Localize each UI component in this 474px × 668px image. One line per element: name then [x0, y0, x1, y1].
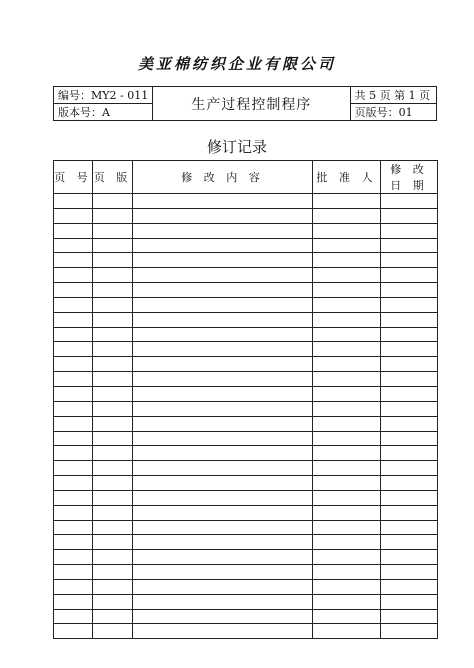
table-row	[54, 194, 438, 209]
cell-page-version	[93, 357, 133, 372]
cell-change-content	[133, 609, 313, 624]
table-row	[54, 416, 438, 431]
cell-page-number	[54, 461, 93, 476]
table-row	[54, 312, 438, 327]
cell-change-date	[381, 327, 438, 342]
cell-change-content	[133, 223, 313, 238]
cell-approver	[313, 268, 381, 283]
cell-approver	[313, 208, 381, 223]
cell-page-number	[54, 283, 93, 298]
cell-change-date	[381, 579, 438, 594]
cell-change-date	[381, 194, 438, 209]
table-row	[54, 461, 438, 476]
cell-approver	[313, 386, 381, 401]
cell-approver	[313, 535, 381, 550]
cell-page-version	[93, 490, 133, 505]
cell-change-content	[133, 386, 313, 401]
cell-page-version	[93, 579, 133, 594]
cell-approver	[313, 238, 381, 253]
cell-page-number	[54, 520, 93, 535]
cell-change-content	[133, 431, 313, 446]
cell-approver	[313, 223, 381, 238]
cell-change-content	[133, 520, 313, 535]
cell-change-date	[381, 624, 438, 639]
cell-page-number	[54, 490, 93, 505]
cell-change-date	[381, 253, 438, 268]
cell-approver	[313, 550, 381, 565]
cell-page-number	[54, 594, 93, 609]
table-row	[54, 386, 438, 401]
version-number: 版本号：A	[54, 104, 153, 121]
document-header-table	[53, 86, 437, 121]
cell-page-version	[93, 194, 133, 209]
cell-change-content	[133, 416, 313, 431]
cell-page-number	[54, 238, 93, 253]
column-header-approver: 批 准 人	[313, 161, 381, 194]
company-name: 美亚棉纺织企业有限公司	[137, 55, 336, 73]
cell-change-content	[133, 268, 313, 283]
cell-page-number	[54, 253, 93, 268]
cell-approver	[313, 194, 381, 209]
table-row	[54, 297, 438, 312]
table-row	[54, 520, 438, 535]
cell-change-date	[381, 312, 438, 327]
cell-page-number	[54, 223, 93, 238]
table-row	[54, 446, 438, 461]
cell-change-content	[133, 283, 313, 298]
cell-page-version	[93, 594, 133, 609]
cell-page-version	[93, 253, 133, 268]
cell-change-date	[381, 386, 438, 401]
table-row	[54, 565, 438, 580]
revision-log-header-row	[54, 161, 438, 194]
cell-approver	[313, 490, 381, 505]
cell-approver	[313, 342, 381, 357]
cell-change-content	[133, 505, 313, 520]
cell-change-content	[133, 446, 313, 461]
cell-change-date	[381, 372, 438, 387]
table-row	[54, 342, 438, 357]
cell-approver	[313, 520, 381, 535]
cell-page-version	[93, 416, 133, 431]
cell-change-date	[381, 357, 438, 372]
cell-approver	[313, 297, 381, 312]
cell-change-content	[133, 194, 313, 209]
table-row	[54, 579, 438, 594]
cell-change-date	[381, 505, 438, 520]
cell-page-version	[93, 520, 133, 535]
cell-change-content	[133, 342, 313, 357]
table-row	[54, 609, 438, 624]
column-header-page-number: 页 号	[54, 161, 93, 194]
cell-page-number	[54, 357, 93, 372]
cell-change-date	[381, 476, 438, 491]
table-row	[54, 490, 438, 505]
cell-change-content	[133, 565, 313, 580]
cell-page-version	[93, 327, 133, 342]
cell-approver	[313, 416, 381, 431]
table-row	[54, 268, 438, 283]
cell-page-version	[93, 535, 133, 550]
cell-page-version	[93, 446, 133, 461]
revision-log-body	[54, 194, 438, 639]
cell-approver	[313, 476, 381, 491]
table-row	[54, 357, 438, 372]
cell-approver	[313, 372, 381, 387]
cell-change-date	[381, 431, 438, 446]
column-header-change-date: 修 改 日 期	[381, 161, 438, 194]
cell-change-date	[381, 609, 438, 624]
cell-page-version	[93, 624, 133, 639]
cell-page-number	[54, 609, 93, 624]
cell-change-date	[381, 342, 438, 357]
cell-change-date	[381, 461, 438, 476]
cell-page-version	[93, 550, 133, 565]
cell-change-content	[133, 357, 313, 372]
cell-page-version	[93, 208, 133, 223]
cell-change-content	[133, 550, 313, 565]
table-row	[54, 594, 438, 609]
cell-approver	[313, 327, 381, 342]
cell-page-number	[54, 194, 93, 209]
table-row	[54, 327, 438, 342]
cell-page-version	[93, 431, 133, 446]
cell-approver	[313, 624, 381, 639]
cell-page-version	[93, 312, 133, 327]
cell-approver	[313, 579, 381, 594]
cell-approver	[313, 253, 381, 268]
cell-change-content	[133, 208, 313, 223]
cell-change-date	[381, 446, 438, 461]
table-row	[54, 505, 438, 520]
column-header-change-content: 修 改 内 容	[133, 161, 313, 194]
cell-change-content	[133, 297, 313, 312]
table-row	[54, 535, 438, 550]
cell-page-number	[54, 624, 93, 639]
table-row	[54, 431, 438, 446]
cell-page-number	[54, 431, 93, 446]
cell-change-content	[133, 594, 313, 609]
cell-page-version	[93, 461, 133, 476]
cell-page-number	[54, 268, 93, 283]
cell-page-number	[54, 550, 93, 565]
cell-approver	[313, 609, 381, 624]
cell-page-number	[54, 416, 93, 431]
cell-page-number	[54, 372, 93, 387]
cell-approver	[313, 565, 381, 580]
cell-approver	[313, 446, 381, 461]
cell-approver	[313, 401, 381, 416]
cell-change-date	[381, 416, 438, 431]
cell-page-number	[54, 297, 93, 312]
cell-page-number	[54, 401, 93, 416]
table-row	[54, 550, 438, 565]
cell-change-date	[381, 490, 438, 505]
cell-page-version	[93, 283, 133, 298]
cell-change-date	[381, 297, 438, 312]
cell-page-version	[93, 238, 133, 253]
cell-change-date	[381, 535, 438, 550]
cell-change-content	[133, 372, 313, 387]
document-title: 生产过程控制程序	[153, 87, 350, 121]
cell-page-version	[93, 342, 133, 357]
table-row	[54, 283, 438, 298]
cell-change-content	[133, 238, 313, 253]
cell-page-number	[54, 446, 93, 461]
cell-approver	[313, 431, 381, 446]
table-row	[54, 624, 438, 639]
page-count: 共 5 页 第 1 页	[350, 87, 436, 104]
cell-change-date	[381, 283, 438, 298]
table-row	[54, 253, 438, 268]
cell-page-number	[54, 208, 93, 223]
cell-change-date	[381, 208, 438, 223]
column-header-page-version: 页 版	[93, 161, 133, 194]
cell-approver	[313, 594, 381, 609]
cell-approver	[313, 461, 381, 476]
cell-change-content	[133, 327, 313, 342]
cell-change-content	[133, 253, 313, 268]
cell-page-number	[54, 535, 93, 550]
cell-page-number	[54, 565, 93, 580]
cell-change-date	[381, 268, 438, 283]
cell-change-date	[381, 223, 438, 238]
table-row	[54, 208, 438, 223]
cell-page-number	[54, 505, 93, 520]
cell-page-version	[93, 268, 133, 283]
page-version: 页版号：01	[350, 104, 436, 121]
table-row	[54, 372, 438, 387]
cell-change-content	[133, 401, 313, 416]
cell-page-version	[93, 609, 133, 624]
revision-log-table	[53, 160, 438, 639]
cell-change-date	[381, 238, 438, 253]
cell-page-version	[93, 401, 133, 416]
cell-change-content	[133, 461, 313, 476]
cell-approver	[313, 283, 381, 298]
cell-page-number	[54, 312, 93, 327]
cell-change-content	[133, 490, 313, 505]
cell-page-number	[54, 386, 93, 401]
doc-number: 编号：MY2 - 011	[54, 87, 153, 104]
section-title: 修订记录	[206, 138, 267, 156]
cell-page-number	[54, 476, 93, 491]
cell-page-version	[93, 565, 133, 580]
cell-page-number	[54, 327, 93, 342]
cell-change-date	[381, 565, 438, 580]
cell-page-version	[93, 297, 133, 312]
cell-page-version	[93, 372, 133, 387]
cell-page-version	[93, 476, 133, 491]
cell-change-content	[133, 535, 313, 550]
table-row	[54, 223, 438, 238]
cell-approver	[313, 312, 381, 327]
cell-approver	[313, 357, 381, 372]
cell-change-date	[381, 550, 438, 565]
cell-change-date	[381, 401, 438, 416]
table-row	[54, 401, 438, 416]
cell-change-date	[381, 594, 438, 609]
cell-change-content	[133, 624, 313, 639]
cell-page-version	[93, 223, 133, 238]
cell-page-version	[93, 386, 133, 401]
table-row	[54, 476, 438, 491]
cell-change-date	[381, 520, 438, 535]
cell-change-content	[133, 579, 313, 594]
cell-change-content	[133, 476, 313, 491]
table-row	[54, 238, 438, 253]
cell-change-content	[133, 312, 313, 327]
cell-approver	[313, 505, 381, 520]
cell-page-number	[54, 579, 93, 594]
cell-page-version	[93, 505, 133, 520]
cell-page-number	[54, 342, 93, 357]
